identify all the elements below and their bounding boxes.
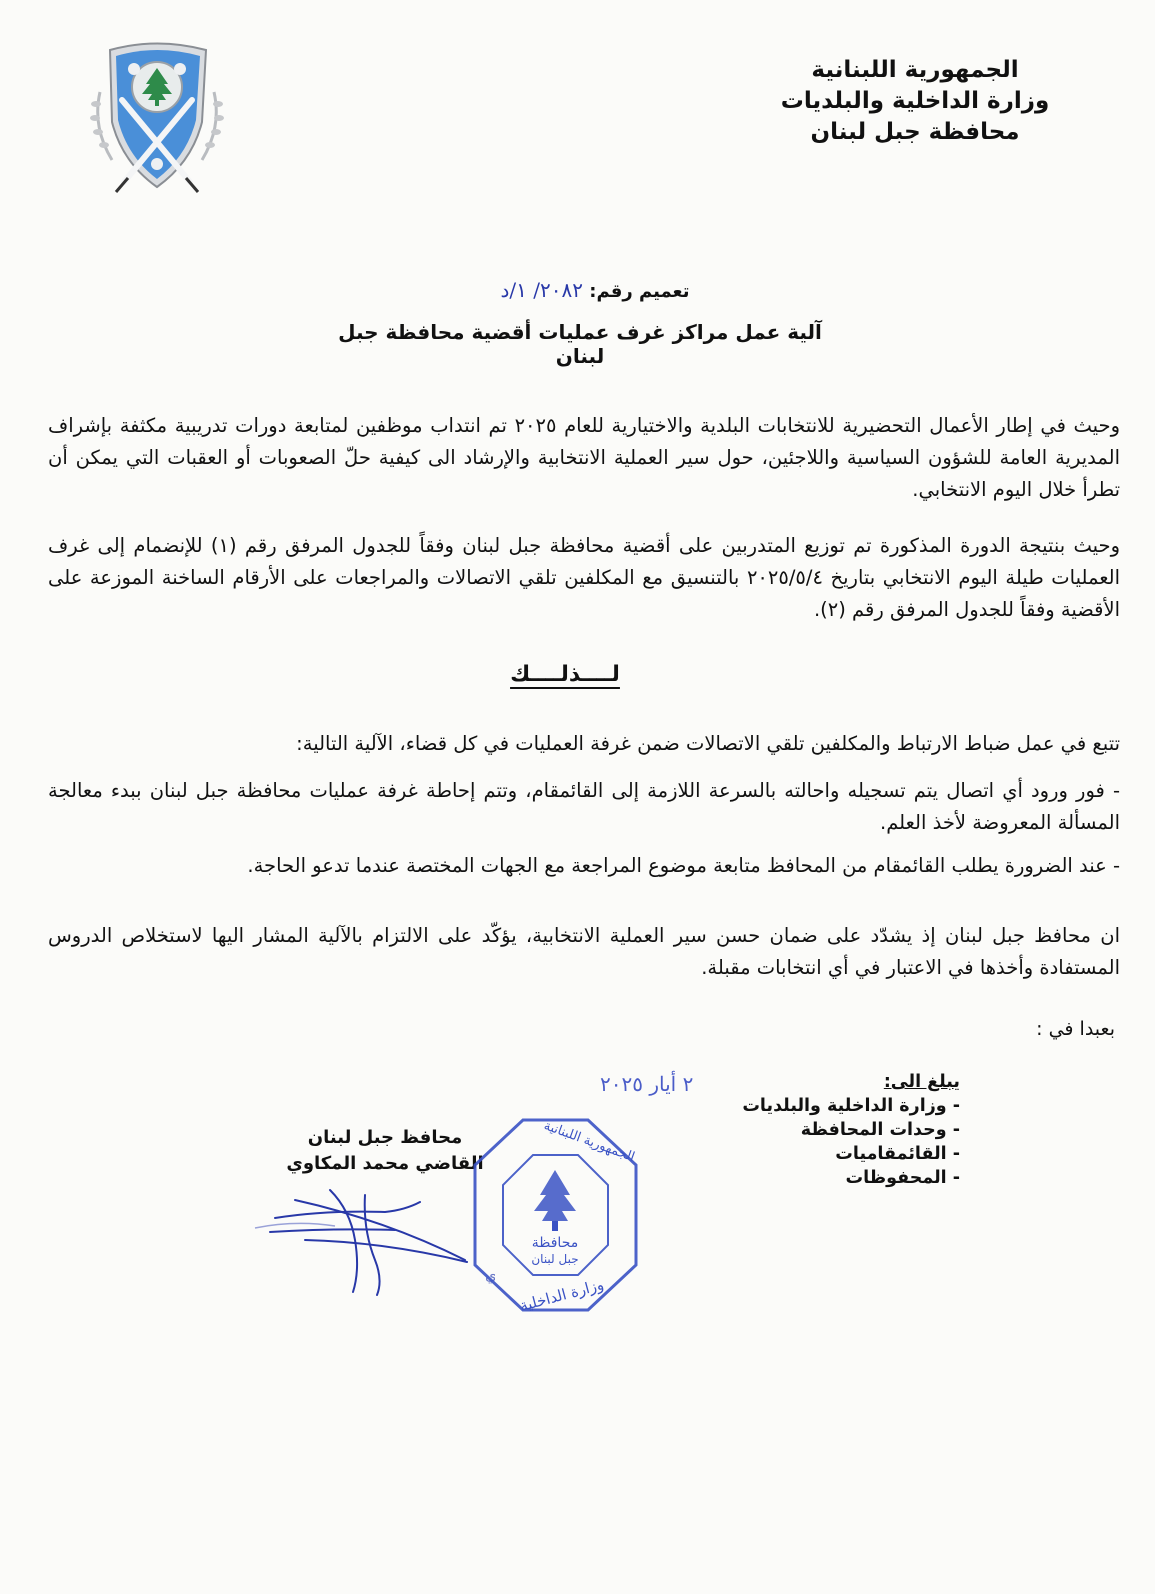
letterhead-country: الجمهورية اللبنانية [811,57,1019,83]
letterhead-governorate: محافظة جبل لبنان [810,119,1020,145]
stamp-inner-line: جبل لبنان [531,1252,579,1266]
paragraph-4: ان محافظ جبل لبنان إذ يشدّد على ضمان حسن سير العملية الانتخابية، يؤكّد على الالتزام بالآلية المشار اليها لاستخلاص الدروس المستفادة وأخذها في الاعتبار في أي انتخابات مقبلة. [48,924,1120,979]
bullet-item: - فور ورود أي اتصال يتم تسجيله واحالته بالسرعة اللازمة إلى القائمقام، وتتم إحاطة غرفة عمليات محافظة جبل لبنان ببدء معالجة المسألة المعروضة لأخذ العلم. [48,779,1120,834]
distribution-item: - المحفوظات [845,1168,960,1188]
distribution-list [742,1070,960,1190]
circular-number-label: تعميم رقم: [589,281,690,302]
document-title: آلية عمل مراكز غرف عمليات أقضية محافظة جبل لبنان [338,320,822,368]
distribution-item: - وزارة الداخلية والبلديات [742,1096,960,1116]
letterhead-ministry: وزارة الداخلية والبلديات [780,88,1050,114]
paragraph-3: تتبع في عمل ضباط الارتباط والمكلفين تلقي الاتصالات ضمن غرفة العمليات في كل قضاء، الآلية التالية: [296,732,1120,755]
ministry-emblem-icon [82,32,232,197]
bullet-item: - عند الضرورة يطلب القائمقام من المحافظ متابعة موضوع المراجعة مع الجهات المختصة عندما تدعو الحاجة. [247,854,1120,877]
official-stamp-icon [468,1115,643,1315]
signature-caption: ي [485,1266,495,1284]
signer-title: محافظ جبل لبنان [307,1127,463,1148]
stamp-outer-bottom: وزارة الداخلية [517,1275,606,1315]
therefore-text: لــــذلــــك [510,662,620,687]
circular-number [430,278,760,302]
handwritten-date: ٢ أيار ٢٠٢٥ [600,1072,694,1096]
signer-block [270,1125,500,1177]
paragraph-2: وحيث بنتيجة الدورة المذكورة تم توزيع المتدربين على أقضية محافظة جبل لبنان وفقاً للجدول المرفق رقم (١) للإنضمام إلى غرف العمليات طيلة اليوم الانتخابي بتاريخ ٢٠٢٥/٥/٤ بالتنسيق مع المكلفين تلقي الاتصالات والمراجعات على الأرقام الساخنة الموزعة على الأقضية وفقاً للجدول المرفق رقم (٢). [48,534,1120,621]
paragraph-1: وحيث في إطار الأعمال التحضيرية للانتخابات البلدية والاختيارية للعام ٢٠٢٥ تم انتداب موظفين لمتابعة دورات تدريبية مكثفة بإشراف المديرية العامة للشؤون السياسية واللاجئين، حول سير العملية الانتخابية والإرشاد الى كيفية حلّ الصعوبات أو العقبات التي يمكن أن تطرأ خلال اليوم الانتخابي. [48,414,1121,501]
signature-icon [235,1180,495,1300]
therefore-heading [400,662,730,687]
distribution-title: يبلغ الى: [883,1072,960,1092]
letterhead [735,55,1095,148]
place-label: بعبدا في : [1036,1018,1115,1040]
stamp-inner-line: محافظة [531,1235,579,1251]
distribution-item: - القائمقاميات [835,1144,960,1164]
stamp-outer-top: الجمهورية اللبنانية [541,1118,637,1166]
signer-name: القاضي محمد المكاوي [286,1153,484,1174]
distribution-item: - وحدات المحافظة [800,1120,960,1140]
circular-number-value: ٢٠٨٢/ ١/د [500,278,583,302]
